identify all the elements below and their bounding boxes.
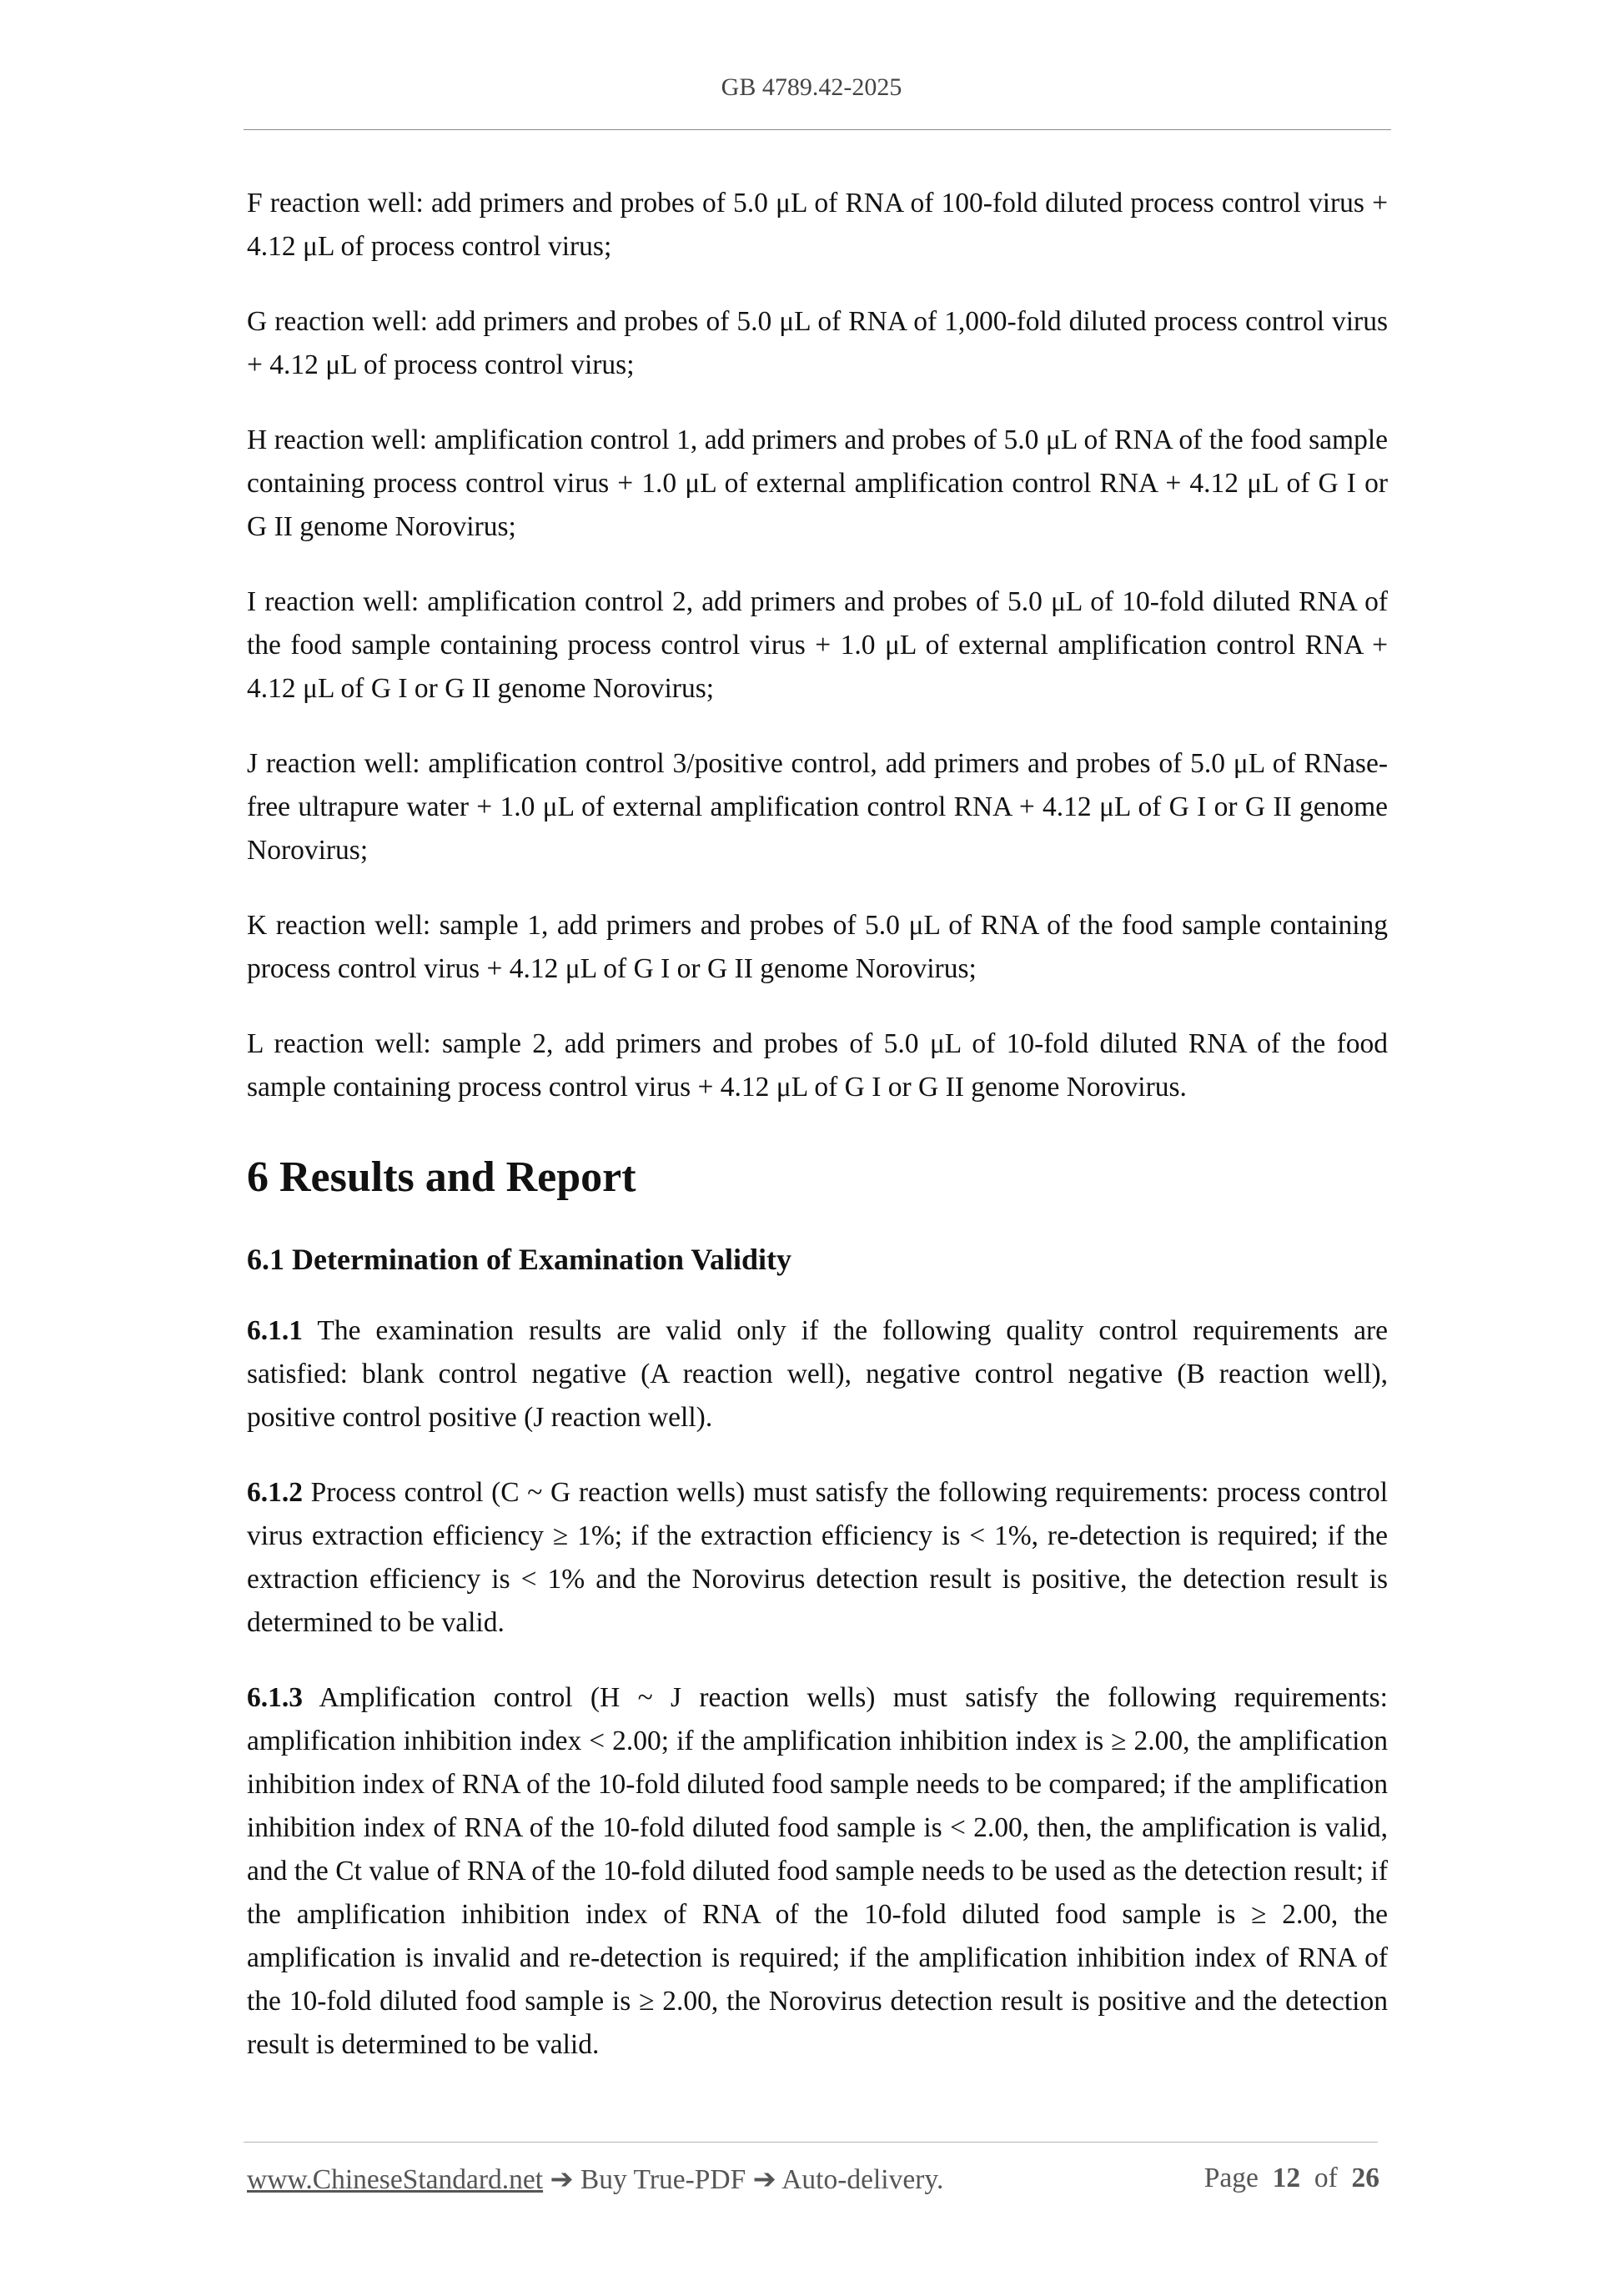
well-k-paragraph: K reaction well: sample 1, add primers and probes of 5.0 μL of RNA of the food sample containing process control virus + 4.12 μL of G I or G II genome Norovirus; [247, 910, 1388, 984]
current-page: 12 [1272, 2163, 1301, 2193]
page-content [247, 182, 1388, 2098]
clause-6-1-1 [247, 1309, 1388, 1439]
page-word: Page [1203, 2163, 1259, 2193]
of-word: of [1314, 2163, 1338, 2193]
clause-text: Process control (C ~ G reaction wells) must satisfy the following requirements: process control virus extraction efficiency ≥ 1%; if the extraction efficiency is < 1%, re-detection is required; if the extraction efficiency is < 1% and the Norovirus detection result is positive, the detection result is determined to be valid. [247, 1477, 1389, 1638]
well-g-paragraph: G reaction well: add primers and probes of 5.0 μL of RNA of 1,000-fold diluted process control virus + 4.12 μL of process control virus; [247, 306, 1388, 380]
clause-text: The examination results are valid only if the following quality control requirements are satisfied: blank control negative (A reaction well), negative control negative (B reaction well), positive control positive (J reaction well). [247, 1315, 1388, 1433]
delivery-text: Auto-delivery. [781, 2164, 944, 2195]
buy-text: Buy True-PDF [580, 2164, 746, 2195]
footer-promo [247, 2163, 943, 2196]
clause-number: 6.1.1 [247, 1315, 303, 1346]
header-divider [244, 129, 1391, 130]
well-f-paragraph: F reaction well: add primers and probes of 5.0 μL of RNA of 100-fold diluted process control virus + 4.12 μL of process control virus; [247, 188, 1388, 262]
section-heading: 6 Results and Report [247, 1153, 636, 1201]
clause-number: 6.1.3 [247, 1682, 303, 1713]
footer-divider [244, 2142, 1378, 2143]
well-j-paragraph: J reaction well: amplification control 3/positive control, add primers and probes of 5.0 μL of RNase-free ultrapure water + 1.0 μL of external amplification control RNA + 4.12 μL of G I or G II genome Norovirus; [247, 748, 1388, 866]
page-footer [247, 2163, 1379, 2199]
clause-6-1-3 [247, 1676, 1388, 2067]
arrow-icon: ➔ [550, 2164, 574, 2195]
arrow-icon: ➔ [752, 2164, 776, 2195]
subsection-heading: 6.1 Determination of Examination Validity [247, 1243, 792, 1276]
document-header: GB 4789.42-2025 [721, 73, 902, 101]
clause-6-1-2 [247, 1471, 1388, 1645]
clause-number: 6.1.2 [247, 1477, 303, 1508]
website-link[interactable]: www.ChineseStandard.net [247, 2164, 544, 2195]
well-h-paragraph: H reaction well: amplification control 1, add primers and probes of 5.0 μL of RNA of the food sample containing process control virus + 1.0 μL of external amplification control RNA + 4.12 μL of G I or G II genome Norovirus; [247, 425, 1388, 542]
total-pages: 26 [1351, 2163, 1379, 2193]
clause-text: Amplification control (H ~ J reaction wells) must satisfy the following requirements: amplification inhibition index < 2.00; if the amplification inhibition index is ≥ 2.00, the amplification inhibition index of RNA of the 10-fold diluted food sample needs to be compared; if the amplification inhibition index of RNA of the 10-fold diluted food sample is < 2.00, then, the amplification is valid, and the Ct value of RNA of the 10-fold diluted food sample needs to be used as the detection result; if the amplification inhibition index of RNA of the 10-fold diluted food sample is ≥ 2.00, the amplification is invalid and re-detection is required; if the amplification inhibition index of RNA of the 10-fold diluted food sample is ≥ 2.00, the Norovirus detection result is positive and the detection result is determined to be valid. [247, 1682, 1388, 2060]
page-number [1204, 2163, 1379, 2194]
well-l-paragraph: L reaction well: sample 2, add primers and probes of 5.0 μL of 10-fold diluted RNA of the food sample containing process control virus + 4.12 μL of G I or G II genome Norovirus. [247, 1028, 1388, 1103]
well-i-paragraph: I reaction well: amplification control 2, add primers and probes of 5.0 μL of 10-fold diluted RNA of the food sample containing process control virus + 1.0 μL of external amplification control RNA + 4.12 μL of G I or G II genome Norovirus; [247, 586, 1388, 704]
